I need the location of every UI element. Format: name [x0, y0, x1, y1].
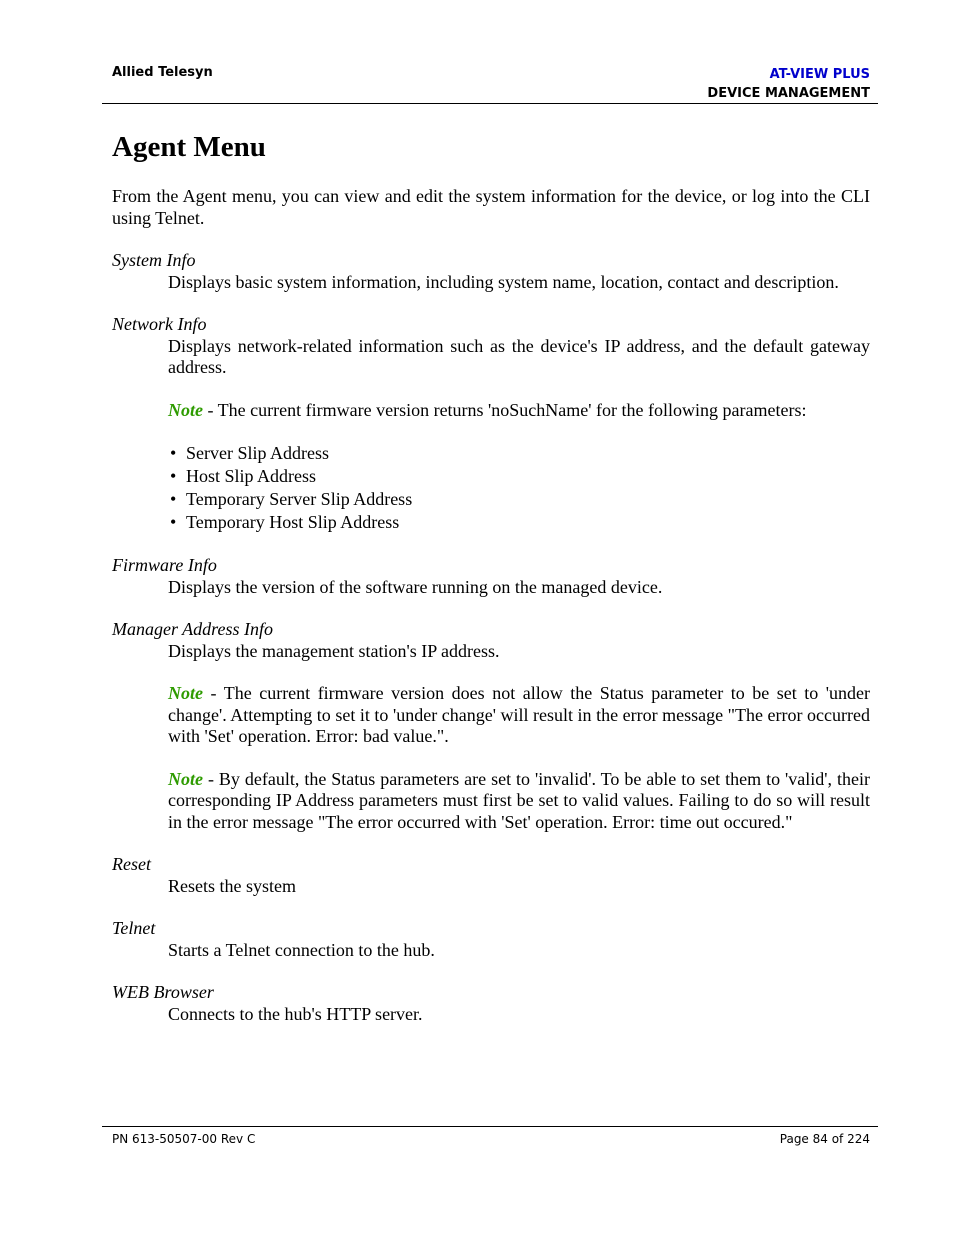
desc-telnet: Starts a Telnet connection to the hub. — [168, 939, 435, 960]
list-item-text: Temporary Host Slip Address — [186, 512, 400, 532]
desc-web-browser: Connects to the hub's HTTP server. — [168, 1003, 423, 1024]
term-telnet: Telnet — [112, 918, 156, 938]
page-title: Agent Menu — [112, 131, 266, 163]
note-network-info — [168, 400, 870, 422]
list-item — [168, 465, 870, 488]
header-company: Allied Telesyn — [112, 65, 213, 80]
term-network-info: Network Info — [112, 314, 207, 334]
note-label: Note — [168, 683, 203, 703]
term-manager-address-info: Manager Address Info — [112, 619, 273, 639]
term-firmware-info: Firmware Info — [112, 555, 217, 575]
note-text: - By default, the Status parameters are set to 'invalid'. To be able to set them to 'valid', their corresponding IP Address parameters must first be set to valid values. Failing to do so will result in the error message "The error occurred with 'Set' operation. Error: time out occured." — [168, 768, 870, 832]
bullet-icon: • — [170, 512, 177, 532]
header-divider — [102, 103, 878, 104]
def-reset — [168, 876, 870, 898]
header-right — [707, 65, 870, 103]
footer-divider — [102, 1126, 878, 1127]
list-item — [168, 511, 870, 534]
def-firmware-info — [168, 577, 870, 599]
def-system-info — [168, 272, 870, 294]
list-item-text: Host Slip Address — [186, 466, 317, 486]
term-web-browser: WEB Browser — [112, 982, 214, 1002]
desc-manager-address-info: Displays the management station's IP address. — [168, 640, 500, 661]
desc-firmware-info: Displays the version of the software running on the managed device. — [168, 576, 663, 597]
header-product: AT-VIEW PLUS — [769, 67, 870, 82]
note-manager-2 — [168, 769, 870, 834]
def-telnet — [168, 940, 870, 962]
note-text: - The current firmware version returns 'noSuchName' for the following parameters: — [203, 399, 807, 420]
note-manager-1 — [168, 683, 870, 748]
note-text: - The current firmware version does not allow the Status parameter to be set to 'under change'. Attempting to set it to 'under change' will result in the error message "The error occurred with 'Set' operation. Error: bad value.". — [168, 683, 870, 746]
bullet-icon: • — [170, 443, 177, 463]
page-content — [112, 126, 870, 1046]
intro-paragraph: From the Agent menu, you can view and edit the system information for the device, or log into the CLI using Telnet. — [112, 186, 870, 228]
def-web-browser — [168, 1004, 870, 1026]
list-item — [168, 442, 870, 465]
desc-network-info: Displays network-related information such as the device's IP address, and the default gateway address. — [168, 335, 870, 377]
term-system-info: System Info — [112, 250, 196, 270]
header-section: DEVICE MANAGEMENT — [707, 86, 870, 101]
desc-system-info: Displays basic system information, including system name, location, contact and description. — [168, 271, 839, 292]
def-network-info — [168, 336, 870, 535]
bullet-icon: • — [170, 489, 177, 509]
def-manager-address-info — [168, 641, 870, 834]
bullet-list — [168, 442, 870, 534]
term-reset: Reset — [112, 854, 151, 874]
footer-page-number: Page 84 of 224 — [779, 1132, 870, 1146]
note-label: Note — [168, 768, 203, 789]
note-label: Note — [168, 399, 203, 420]
desc-reset: Resets the system — [168, 875, 296, 896]
list-item-text: Temporary Server Slip Address — [186, 489, 413, 509]
bullet-icon: • — [170, 466, 177, 486]
list-item-text: Server Slip Address — [186, 443, 329, 463]
list-item — [168, 488, 870, 511]
footer-part-number: PN 613-50507-00 Rev C — [112, 1132, 256, 1146]
